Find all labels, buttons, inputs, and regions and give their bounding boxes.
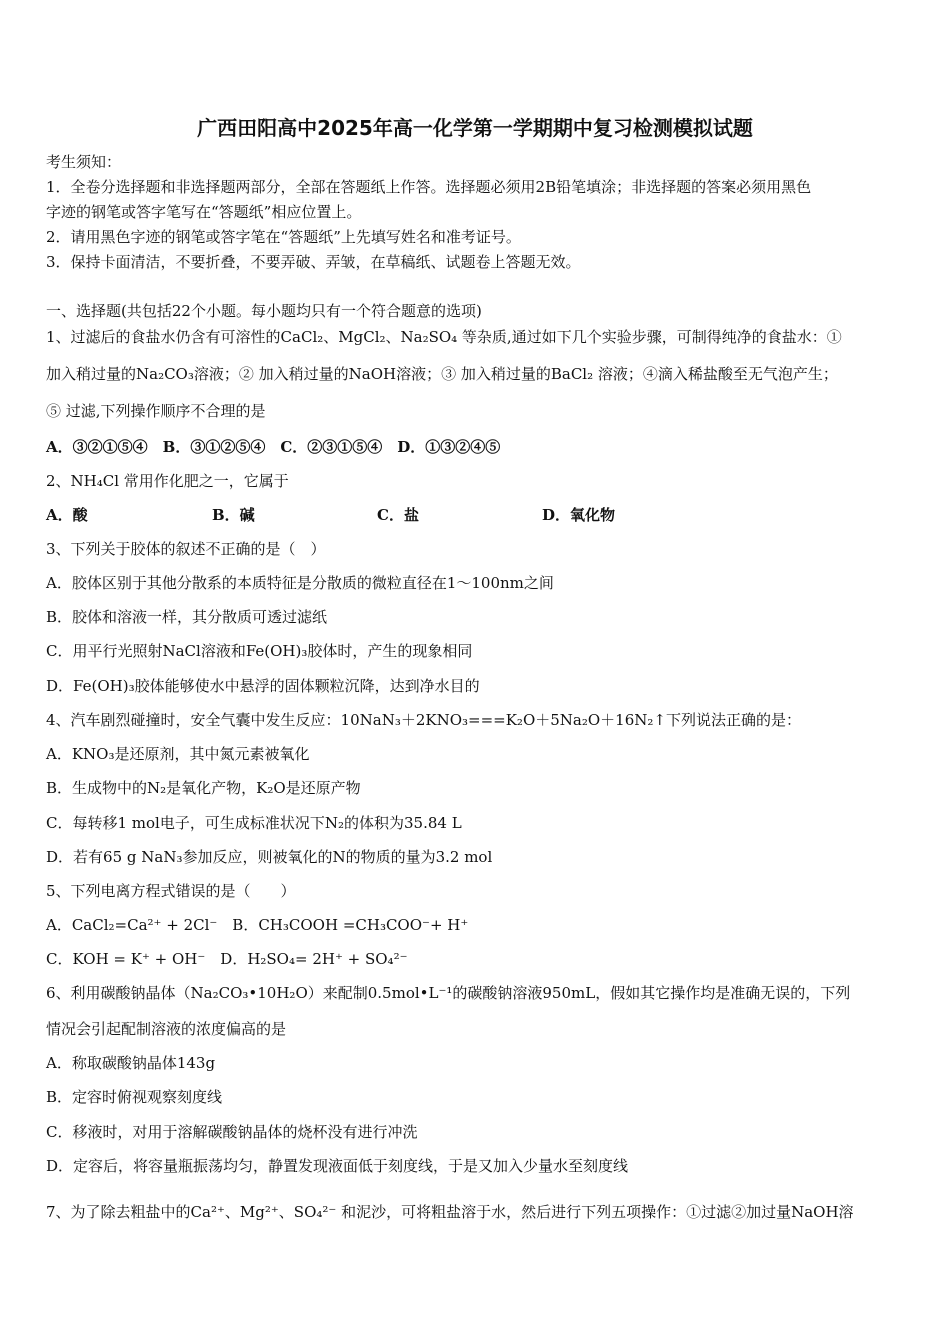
q2-stem: 2、NH₄Cl 常用作化肥之一，它属于 [46, 472, 289, 490]
q5-stem: 5、下列电离方程式错误的是（ ） [46, 882, 296, 900]
q5-options-line-2: C．KOH = K⁺ + OH⁻ D．H₂SO₄= 2H⁺ + SO₄²⁻ [46, 950, 408, 968]
q4-option-a: A．KNO₃是还原剂，其中氮元素被氧化 [46, 745, 310, 763]
q6-stem-line-1: 6、利用碳酸钠晶体（Na₂CO₃•10H₂O）来配制0.5mol•L⁻¹的碳酸钠溶液950mL，假如其它操作均是准确无误的，下列 [46, 984, 851, 1002]
q6-stem-line-2: 情况会引起配制溶液的浓度偏高的是 [46, 1020, 287, 1038]
notice-item-1b: 字迹的钢笔或答字笔写在“答题纸”相应位置上。 [46, 203, 362, 221]
q7-stem-line-1: 7、为了除去粗盐中的Ca²⁺、Mg²⁺、SO₄²⁻ 和泥沙，可将粗盐溶于水，然后进行下列五项操作：①过滤②加过量NaOH溶 [46, 1203, 854, 1221]
q2-option-b: B．碱 [212, 506, 255, 524]
notice-item-1a: 1．全卷分选择题和非选择题两部分，全部在答题纸上作答。选择题必须用2B铅笔填涂；非选择题的答案必须用黑色 [46, 178, 812, 196]
q2-option-d: D．氧化物 [542, 506, 616, 524]
q4-option-b: B．生成物中的N₂是氧化产物，K₂O是还原产物 [46, 779, 361, 797]
q1-stem-line-2: 加入稍过量的Na₂CO₃溶液；② 加入稍过量的NaOH溶液；③ 加入稍过量的BaCl₂ 溶液；④滴入稀盐酸至无气泡产生； [46, 365, 838, 383]
q4-option-c: C．每转移1 mol电子，可生成标准状况下N₂的体积为35.84 L [46, 814, 462, 832]
q6-option-b: B．定容时俯视观察刻度线 [46, 1088, 223, 1106]
notice-heading: 考生须知： [46, 153, 122, 171]
q3-option-b: B．胶体和溶液一样，其分散质可透过滤纸 [46, 608, 328, 626]
page-title: 广西田阳高中2025年高一化学第一学期期中复习检测模拟试题 [197, 116, 753, 140]
q3-stem: 3、下列关于胶体的叙述不正确的是（ ） [46, 540, 326, 558]
q6-option-c: C．移液时，对用于溶解碳酸钠晶体的烧杯没有进行冲洗 [46, 1123, 418, 1141]
notice-item-2: 2．请用黑色字迹的钢笔或答字笔在“答题纸”上先填写姓名和准考证号。 [46, 228, 521, 246]
q1-stem-line-3: ⑤ 过滤,下列操作顺序不合理的是 [46, 402, 266, 420]
q4-stem: 4、汽车剧烈碰撞时，安全气囊中发生反应：10NaN₃＋2KNO₃===K₂O＋5Na₂O＋16N₂↑下列说法正确的是： [46, 711, 801, 729]
q4-option-d: D．若有65 g NaN₃参加反应，则被氧化的N的物质的量为3.2 mol [46, 848, 493, 866]
q3-option-a: A．胶体区别于其他分散系的本质特征是分散质的微粒直径在1～100nm之间 [46, 574, 554, 592]
q6-option-d: D．定容后，将容量瓶振荡均匀，静置发现液面低于刻度线，于是又加入少量水至刻度线 [46, 1157, 629, 1175]
q2-option-a: A．酸 [46, 506, 88, 524]
section-heading: 一、选择题(共包括22个小题。每小题均只有一个符合题意的选项) [46, 302, 482, 320]
notice-item-3: 3．保持卡面清洁，不要折叠，不要弄破、弄皱，在草稿纸、试题卷上答题无效。 [46, 253, 581, 271]
q5-options-line-1: A．CaCl₂=Ca²⁺ + 2Cl⁻ B．CH₃COOH =CH₃COO⁻+ H⁺ [46, 916, 469, 934]
q1-stem-line-1: 1、过滤后的食盐水仍含有可溶性的CaCl₂、MgCl₂、Na₂SO₄ 等杂质,通过如下几个实验步骤，可制得纯净的食盐水：① [46, 328, 842, 346]
q2-option-c: C．盐 [377, 506, 419, 524]
q3-option-d: D．Fe(OH)₃胶体能够使水中悬浮的固体颗粒沉降，达到净水目的 [46, 677, 480, 695]
q1-options: A．③②①⑤④ B．③①②⑤④ C．②③①⑤④ D．①③②④⑤ [46, 438, 501, 456]
q6-option-a: A．称取碳酸钠晶体143g [46, 1054, 216, 1072]
q3-option-c: C．用平行光照射NaCl溶液和Fe(OH)₃胶体时，产生的现象相同 [46, 642, 473, 660]
